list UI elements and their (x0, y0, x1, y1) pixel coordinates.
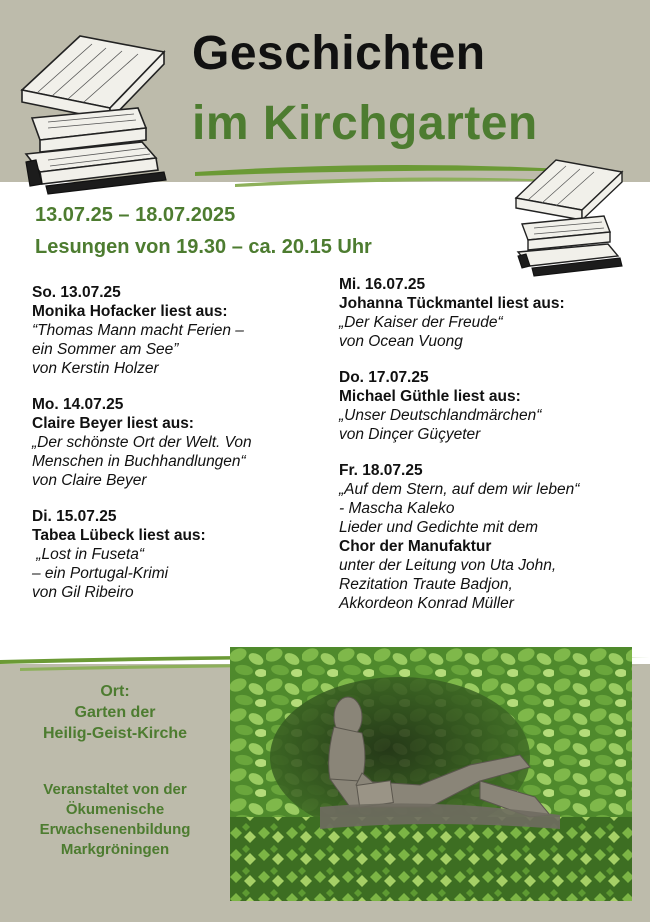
entry-credit: unter der Leitung von Uta John, (339, 557, 557, 574)
entry-line: von Gil Ribeiro (32, 584, 134, 601)
organizer-line: Erwachsenenbildung (39, 821, 191, 838)
organizer-line: Veranstaltet von der (43, 781, 187, 798)
entry-line: ein Sommer am See” (32, 341, 179, 358)
entry-line: „Der Kaiser der Freude“ (339, 314, 503, 331)
entry-line: von Claire Beyer (32, 472, 147, 489)
entry-reader: Claire Beyer liest aus: (32, 415, 194, 432)
program-entry (339, 275, 639, 351)
entry-day: Mo. 14.07.25 (32, 396, 124, 413)
venue (0, 681, 230, 744)
page-title: Geschichten (192, 27, 486, 80)
entry-choir: Chor der Manufaktur (339, 538, 492, 555)
entry-day: So. 13.07.25 (32, 284, 121, 301)
entry-credit: Akkordeon Konrad Müller (339, 595, 514, 612)
entry-day: Mi. 16.07.25 (339, 276, 426, 293)
entry-author: - Mascha Kaleko (339, 500, 455, 517)
entry-line: „Lost in Fuseta“ (32, 546, 144, 563)
entry-day: Di. 15.07.25 (32, 508, 117, 525)
book-stack-illustration (18, 22, 178, 198)
sculpture-photo-image (230, 647, 632, 901)
program-right-column (339, 275, 639, 630)
venue-line: Heilig-Geist-Kirche (42, 725, 188, 742)
page-subtitle: im Kirchgarten (192, 97, 538, 150)
entry-line: “Thomas Mann macht Ferien – (32, 322, 244, 339)
entry-line: Menschen in Buchhandlungen“ (32, 453, 246, 470)
program-left-column (32, 283, 322, 619)
event-times: Lesungen von 19.30 – ca. 20.15 Uhr (35, 236, 372, 258)
entry-reader: Monika Hofacker liest aus: (32, 303, 228, 320)
entry-day: Fr. 18.07.25 (339, 462, 423, 479)
entry-day: Do. 17.07.25 (339, 369, 429, 386)
entry-reader: Tabea Lübeck liest aus: (32, 527, 206, 544)
entry-line: von Ocean Vuong (339, 333, 463, 350)
venue-line: Garten der (74, 704, 156, 721)
entry-line: – ein Portugal-Krimi (32, 565, 169, 582)
book-stack-illustration-small (512, 152, 630, 280)
entry-reader: Michael Güthle liest aus: (339, 388, 521, 405)
entry-book: „Auf dem Stern, auf dem wir leben“ (339, 481, 580, 498)
program-entry (32, 507, 322, 602)
entry-line: von Kerstin Holzer (32, 360, 159, 377)
organizer-line: Markgröningen (60, 841, 170, 858)
entry-songs: Lieder und Gedichte mit dem (339, 519, 539, 536)
sculpture-photo (230, 647, 632, 901)
program-entry (32, 395, 322, 490)
event-dates: 13.07.25 – 18.07.2025 (35, 204, 236, 226)
entry-line: „Unser Deutschlandmärchen“ (339, 407, 542, 424)
organizer (0, 780, 230, 860)
program-entry (339, 368, 639, 444)
venue-label: Ort: (100, 683, 130, 700)
program-entry (32, 283, 322, 378)
program-entry-friday (339, 461, 639, 613)
entry-line: „Der schönste Ort der Welt. Von (32, 434, 252, 451)
entry-reader: Johanna Tückmantel liest aus: (339, 295, 565, 312)
entry-credit: Rezitation Traute Badjon, (339, 576, 513, 593)
organizer-line: Ökumenische (65, 801, 165, 818)
entry-line: von Dinçer Güçyeter (339, 426, 481, 443)
